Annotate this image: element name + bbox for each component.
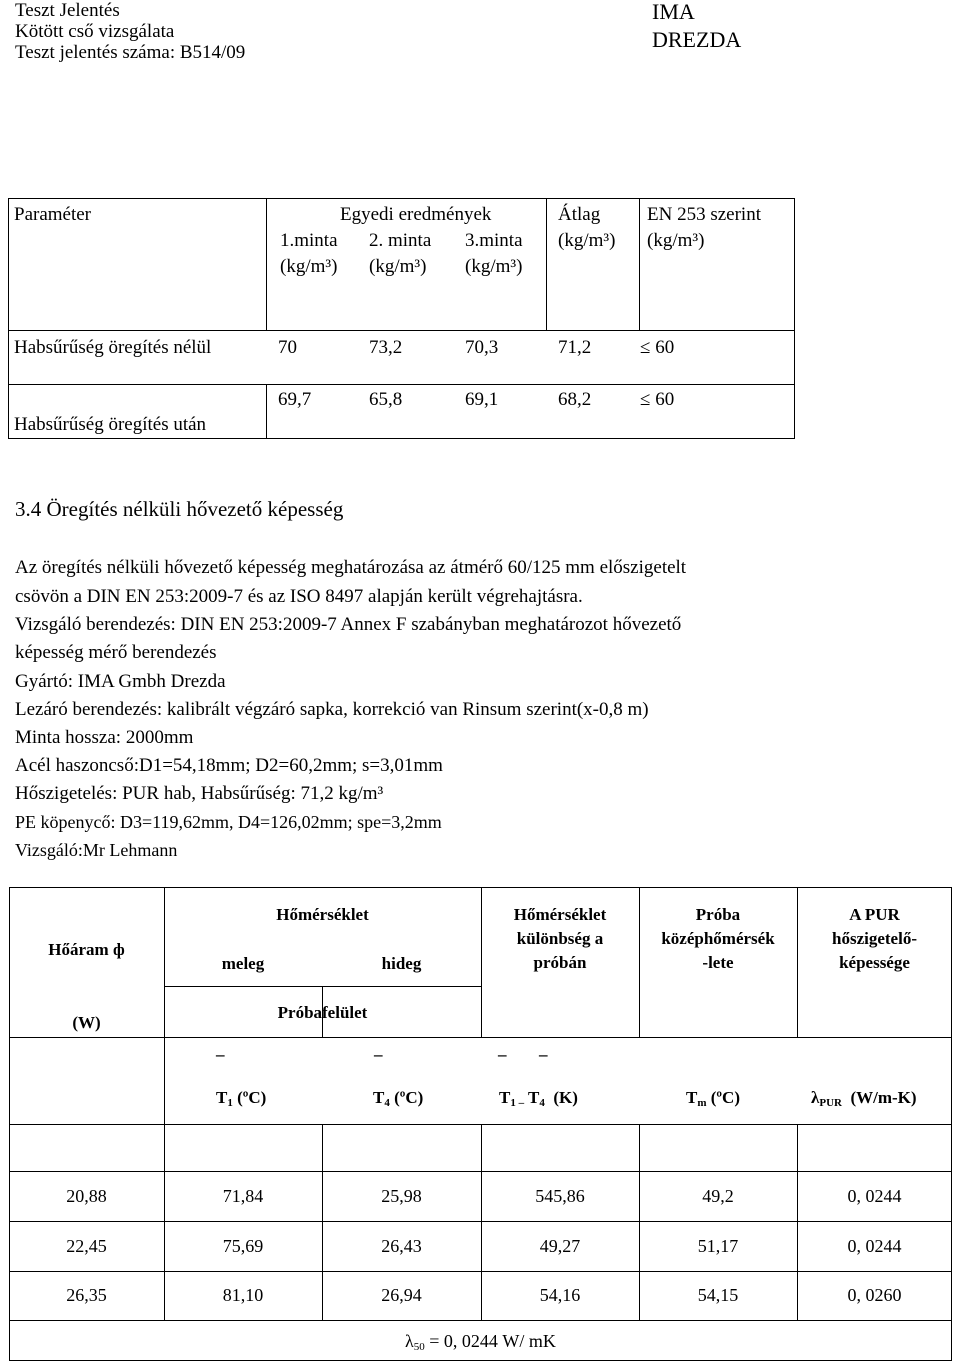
cell-heat-flow: 26,35: [66, 1285, 107, 1305]
row2-avg: 68,2: [558, 389, 592, 410]
report-title: Teszt Jelentés: [15, 0, 120, 21]
density-table: [8, 198, 795, 439]
section-line: Hőszigetelés: PUR hab, Habsűrűség: 71,2 kg/m³: [15, 783, 384, 804]
cell-t4: 26,43: [381, 1236, 422, 1256]
insulation-header: hőszigetelő-: [832, 929, 917, 948]
section-title: 3.4 Öregítés nélküli hővezető képesség: [15, 497, 344, 521]
sample1-unit: (kg/m³): [280, 256, 338, 277]
cell-t1: 71,84: [222, 1186, 264, 1206]
tm-header: $T_m$ (ºC): [686, 1088, 740, 1109]
sample1-header: 1.minta: [280, 230, 338, 251]
cell-t4: 26,94: [381, 1285, 422, 1305]
mean-temp-header: Próba: [695, 905, 741, 924]
report-number: Teszt jelentés száma: B514/09: [15, 42, 246, 63]
diff-header: $T_{1 -}$ $T_4$ (K): [499, 1088, 578, 1109]
heat-flow-unit: (W): [72, 1013, 101, 1032]
average-unit: (kg/m³): [558, 230, 616, 251]
diff-bar-b: _: [539, 1039, 548, 1058]
section-line: csövön a DIN EN 253:2009-7 és az ISO 8497 alapján került végrehajtásra.: [15, 586, 583, 607]
mean-temp-header: -lete: [702, 953, 734, 972]
test-surface-header: Próbafelület: [277, 1003, 368, 1022]
cell-heat-flow: 22,45: [66, 1236, 107, 1256]
section-line: képesség mérő berendezés: [15, 642, 217, 663]
diff-bar-a: _: [498, 1039, 507, 1058]
cell-t4: 25,98: [381, 1186, 422, 1206]
cell-lambda: 0, 0244: [847, 1236, 902, 1256]
cell-diff: 545,86: [535, 1186, 585, 1206]
section-line: Minta hossza: 2000mm: [15, 727, 194, 748]
conductivity-table: [9, 887, 952, 1361]
cell-t1: 75,69: [222, 1236, 264, 1256]
temp-diff-header: Hőmérséklet: [513, 905, 607, 924]
insulation-header: képessége: [839, 953, 910, 972]
leq-symbol: ≤: [640, 389, 651, 410]
t4-bar: _: [374, 1039, 383, 1058]
sample3-unit: (kg/m³): [465, 256, 523, 277]
t4-header: $T_4$ (ºC): [373, 1088, 424, 1109]
t1-header: $T_1$ (ºC): [216, 1088, 267, 1109]
cell-tm: 49,2: [702, 1186, 734, 1206]
section-line: Lezáró berendezés: kalibrált végzáró sapka, korrekció van Rinsum szerint(x-0,8 m): [15, 699, 649, 720]
mean-temp-header: középhőmérsék: [661, 929, 775, 948]
temp-diff-header: próbán: [533, 953, 587, 972]
row1-v3: 70,3: [465, 337, 499, 358]
cell-diff: 54,16: [539, 1285, 581, 1305]
cell-lambda: 0, 0244: [847, 1186, 902, 1206]
warm-header: meleg: [221, 954, 265, 973]
row1-v1: 70: [278, 337, 297, 358]
section-line: Vizsgáló:Mr Lehmann: [15, 840, 178, 860]
row2-label: Habsűrűség öregítés után: [14, 414, 207, 435]
section-line: Vizsgáló berendezés: DIN EN 253:2009-7 Annex F szabányban meghatározot hővezető: [15, 614, 682, 635]
cell-diff: 49,27: [539, 1236, 581, 1256]
row2-v1: 69,7: [278, 389, 312, 410]
brand-line-1: IMA: [652, 0, 695, 24]
heat-flow-header: Hőáram ф: [48, 940, 125, 959]
section-line: Acél haszoncső:D1=54,18mm; D2=60,2mm; s=3,01mm: [15, 755, 443, 776]
insulation-header: A PUR: [849, 905, 900, 924]
sample3-header: 3.minta: [465, 230, 523, 251]
section-line: Az öregítés nélküli hővezető képesség meghatározása az átmérő 60/125 mm előszigetelt: [15, 557, 687, 578]
brand-line-2: DREZDA: [652, 27, 742, 52]
row1-norm: ≤ 60: [640, 337, 675, 358]
norm-header: EN 253 szerint: [647, 204, 761, 225]
result-lambda: $\lambda_{50} = 0$, 0244 W/ mK: [405, 1331, 556, 1353]
cold-header: hideg: [381, 954, 422, 973]
param-header: Paraméter: [14, 204, 92, 225]
temperature-header: Hőmérséklet: [276, 905, 369, 924]
individual-results-header: Egyedi eredmények: [340, 204, 492, 225]
leq-symbol: ≤: [640, 337, 651, 358]
cell-heat-flow: 20,88: [66, 1186, 107, 1206]
sample2-header: 2. minta: [369, 230, 432, 251]
average-header: Átlag: [558, 204, 601, 225]
cell-tm: 51,17: [697, 1236, 739, 1256]
row2-norm: ≤ 60: [640, 389, 675, 410]
row2-v2: 65,8: [369, 389, 403, 410]
row1-avg: 71,2: [558, 337, 592, 358]
row1-label: Habsűrűség öregítés nélül: [14, 337, 212, 358]
lambda-header: $\lambda_{PUR}$ (W/m-K): [811, 1088, 917, 1109]
t1-bar: _: [216, 1039, 225, 1058]
row2-v3: 69,1: [465, 389, 499, 410]
sample2-unit: (kg/m³): [369, 256, 427, 277]
cell-lambda: 0, 0260: [847, 1285, 902, 1305]
temp-diff-header: különbség a: [516, 929, 604, 948]
report-subtitle: Kötött cső vizsgálata: [15, 21, 175, 42]
norm-unit: (kg/m³): [647, 230, 705, 251]
section-line: Gyártó: IMA Gmbh Drezda: [15, 671, 226, 692]
cell-tm: 54,15: [697, 1285, 739, 1305]
row1-v2: 73,2: [369, 337, 403, 358]
section-line: PE köpenycő: D3=119,62mm, D4=126,02mm; spe=3,2mm: [15, 812, 442, 832]
cell-t1: 81,10: [222, 1285, 264, 1305]
